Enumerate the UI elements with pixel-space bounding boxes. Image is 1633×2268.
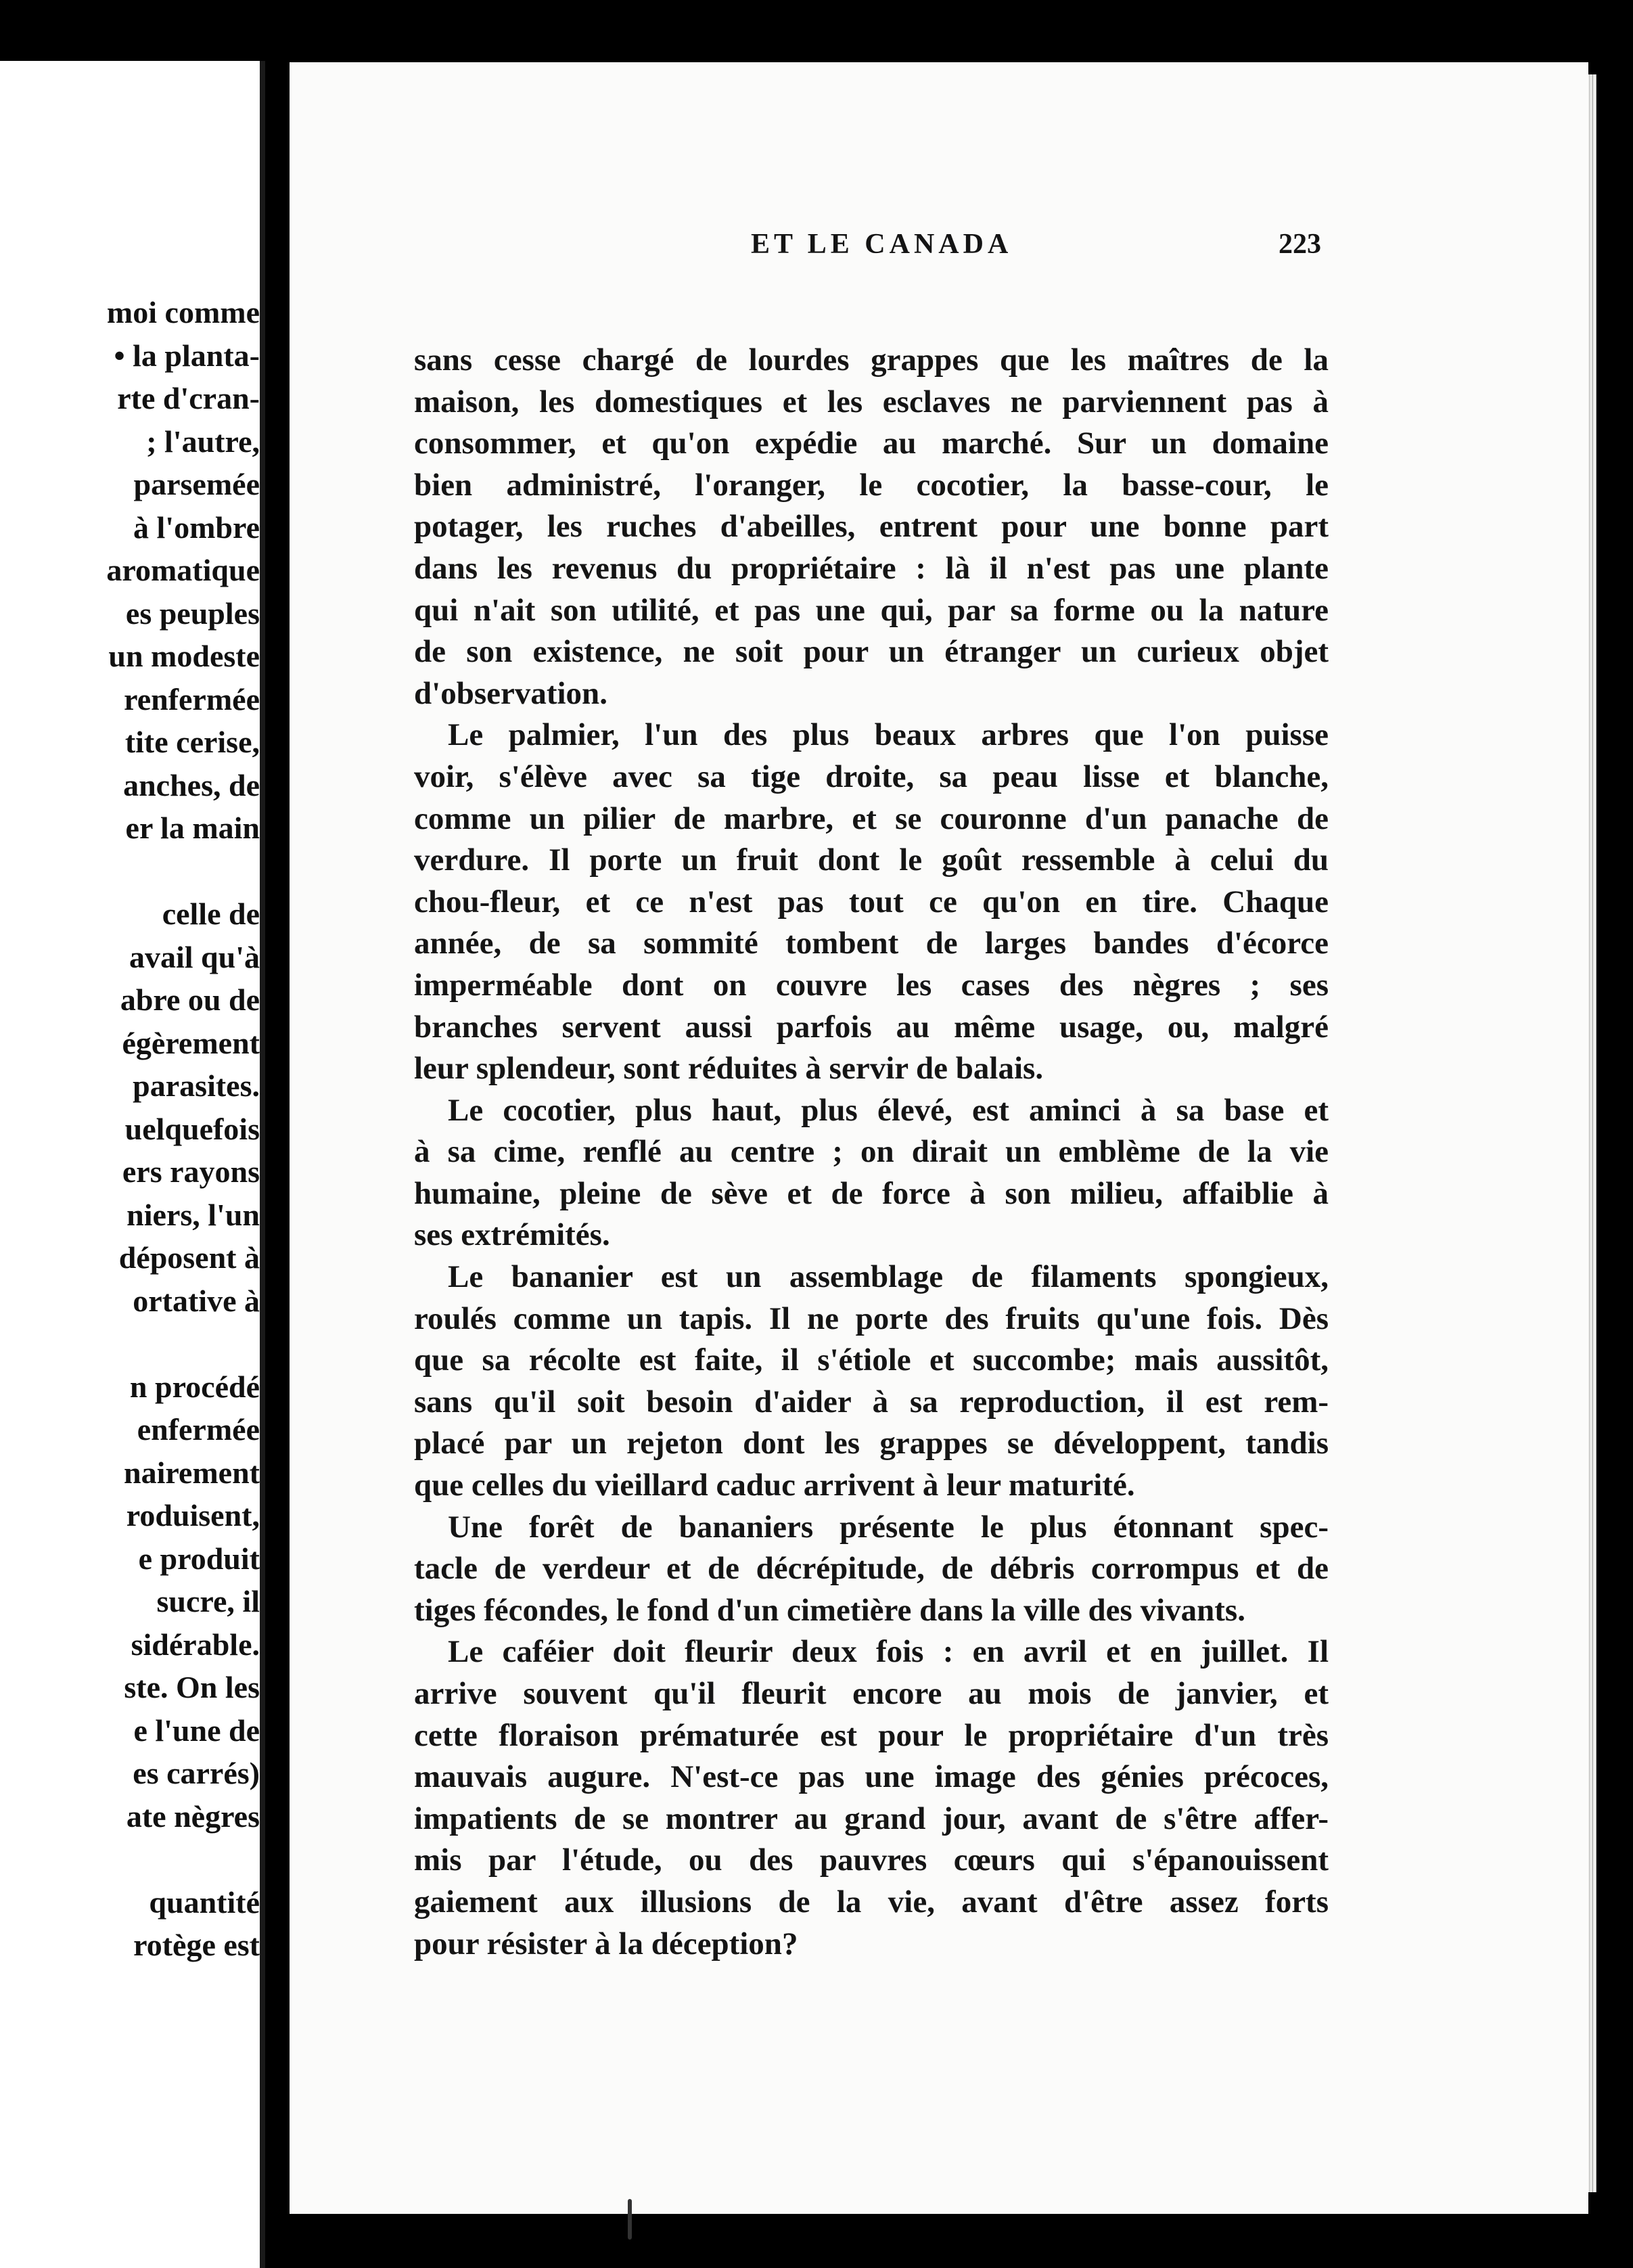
left-page-line: er la main bbox=[125, 811, 260, 845]
text-line: Le bananier est un assemblage de filaments spongieux, bbox=[448, 1259, 1329, 1295]
text-line: ses extrémités. bbox=[414, 1217, 610, 1253]
left-page-line: à l'ombre bbox=[133, 509, 260, 545]
left-page-line: ste. On les bbox=[124, 1670, 260, 1704]
left-page-line: ers rayons bbox=[122, 1154, 260, 1189]
left-page-line: avail qu'à bbox=[129, 939, 260, 974]
text-line: dans les revenus du propriétaire : là il n'est pas une plante bbox=[414, 550, 1329, 586]
text-line: sans qu'il soit besoin d'aider à sa reproduction, il est rem- bbox=[414, 1384, 1329, 1420]
text-line: mauvais augure. N'est-ce pas une image des génies précoces, bbox=[414, 1759, 1329, 1795]
left-page-line: nairement bbox=[123, 1455, 260, 1490]
left-page-line: uelquefois bbox=[124, 1111, 260, 1146]
scan-speck bbox=[628, 2199, 632, 2240]
text-line: chou-fleur, et ce n'est pas tout ce qu'on en tire. Chaque bbox=[414, 884, 1329, 920]
left-page-line: celle de bbox=[162, 897, 260, 931]
running-head bbox=[290, 228, 1588, 269]
text-line: roulés comme un tapis. Il ne porte des fruits qu'une fois. Dès bbox=[414, 1300, 1329, 1336]
text-line: d'observation. bbox=[414, 675, 607, 711]
text-line: placé par un rejeton dont les grappes se développent, tandis bbox=[414, 1426, 1329, 1461]
text-line: tacle de verdeur et de décrépitude, de débris corrompus et de bbox=[414, 1551, 1329, 1587]
text-line: Le palmier, l'un des plus beaux arbres que l'on puisse bbox=[448, 717, 1329, 753]
left-page-line: rte d'cran- bbox=[117, 381, 260, 415]
left-page-line: sucre, il bbox=[156, 1584, 260, 1618]
left-page-line: moi comme bbox=[106, 295, 260, 330]
book-page bbox=[290, 62, 1588, 2214]
left-page-line: parsemée bbox=[133, 467, 260, 501]
text-line: mis par l'étude, ou des pauvres cœurs qui s'épanouissent bbox=[414, 1842, 1329, 1878]
left-page-line: tite cerise, bbox=[124, 725, 260, 759]
text-line: bien administré, l'oranger, le cocotier, la basse-cour, le bbox=[414, 467, 1329, 503]
text-line: pour résister à la déception? bbox=[414, 1926, 798, 1961]
left-page-line: e produit bbox=[138, 1541, 260, 1576]
left-page-line: rotège est bbox=[133, 1928, 260, 1962]
text-line: potager, les ruches d'abeilles, entrent pour une bonne part bbox=[414, 509, 1329, 545]
body-text bbox=[414, 340, 1329, 1965]
left-page-line: n procédé bbox=[129, 1369, 260, 1404]
left-page-line: déposent à bbox=[118, 1240, 260, 1275]
text-line: de son existence, ne soit pour un étranger un curieux objet bbox=[414, 634, 1329, 670]
gutter-shadow bbox=[260, 61, 265, 2268]
left-page-line: ortative à bbox=[133, 1283, 260, 1318]
text-line: que celles du vieillard caduc arrivent à leur maturité. bbox=[414, 1468, 1135, 1503]
left-page-line: ; l'autre, bbox=[146, 424, 260, 459]
left-page-line: roduisent, bbox=[126, 1498, 260, 1533]
left-page-line: • la planta- bbox=[114, 338, 260, 373]
text-line: Le cocotier, plus haut, plus élevé, est aminci à sa base et bbox=[448, 1092, 1329, 1128]
text-line: année, de sa sommité tombent de larges bandes d'écorce bbox=[414, 926, 1329, 961]
text-line: que sa récolte est faite, il s'étiole et succombe; mais aussitôt, bbox=[414, 1342, 1329, 1378]
left-page-line: sidérable. bbox=[131, 1627, 260, 1662]
page-number: 223 bbox=[1279, 229, 1321, 260]
facing-page-fragment bbox=[0, 61, 265, 2268]
left-page-line: un modeste bbox=[108, 639, 260, 673]
text-line: consommer, et qu'on expédie au marché. Sur un domaine bbox=[414, 426, 1329, 461]
text-line: comme un pilier de marbre, et se couronne d'un panache de bbox=[414, 800, 1329, 836]
text-line: maison, les domestiques et les esclaves ne parviennent pas à bbox=[414, 384, 1329, 419]
left-page-line: égèrement bbox=[122, 1025, 260, 1060]
text-line: sans cesse chargé de lourdes grappes que les maîtres de la bbox=[414, 342, 1329, 378]
left-page-line: ate nègres bbox=[126, 1798, 260, 1834]
left-page-line: anches, de bbox=[123, 767, 260, 802]
text-line: cette floraison prématurée est pour le propriétaire d'un très bbox=[414, 1717, 1329, 1753]
left-page-line: renfermée bbox=[124, 681, 260, 717]
left-page-line: es carrés) bbox=[133, 1756, 260, 1790]
running-title: ET LE CANADA bbox=[751, 229, 1013, 260]
left-page-line: aromatique bbox=[106, 553, 260, 587]
left-page-line: parasites. bbox=[133, 1068, 260, 1103]
text-line: voir, s'élève avec sa tige droite, sa peau lisse et blanche, bbox=[414, 758, 1329, 794]
text-line: qui n'ait son utilité, et pas une qui, par sa forme ou la nature bbox=[414, 592, 1329, 628]
left-page-line: enfermée bbox=[137, 1412, 260, 1447]
text-line: humaine, pleine de sève et de force à son milieu, affaiblie à bbox=[414, 1175, 1329, 1211]
left-page-line: e l'une de bbox=[133, 1713, 260, 1748]
text-line: leur splendeur, sont réduites à servir de balais. bbox=[414, 1051, 1044, 1087]
left-page-line: abre ou de bbox=[120, 982, 260, 1017]
text-line: arrive souvent qu'il fleurit encore au mois de janvier, et bbox=[414, 1676, 1329, 1711]
left-page-line: es peuples bbox=[125, 595, 260, 631]
text-line: Une forêt de bananiers présente le plus étonnant spec- bbox=[448, 1509, 1329, 1545]
text-line: verdure. Il porte un fruit dont le goût ressemble à celui du bbox=[414, 842, 1329, 878]
text-line: tiges fécondes, le fond d'un cimetière dans la ville des vivants. bbox=[414, 1592, 1245, 1628]
text-line: Le caféier doit fleurir deux fois : en avril et en juillet. Il bbox=[448, 1634, 1329, 1670]
left-page-line: quantité bbox=[149, 1884, 260, 1920]
text-line: imperméable dont on couvre les cases des nègres ; ses bbox=[414, 967, 1329, 1003]
text-line: à sa cime, renflé au centre ; on dirait un emblème de la vie bbox=[414, 1134, 1329, 1170]
text-line: gaiement aux illusions de la vie, avant d'être assez forts bbox=[414, 1884, 1329, 1920]
text-line: impatients de se montrer au grand jour, avant de s'être affer- bbox=[414, 1800, 1329, 1836]
text-line: branches servent aussi parfois au même usage, ou, malgré bbox=[414, 1009, 1329, 1045]
left-page-line: niers, l'un bbox=[127, 1197, 260, 1232]
